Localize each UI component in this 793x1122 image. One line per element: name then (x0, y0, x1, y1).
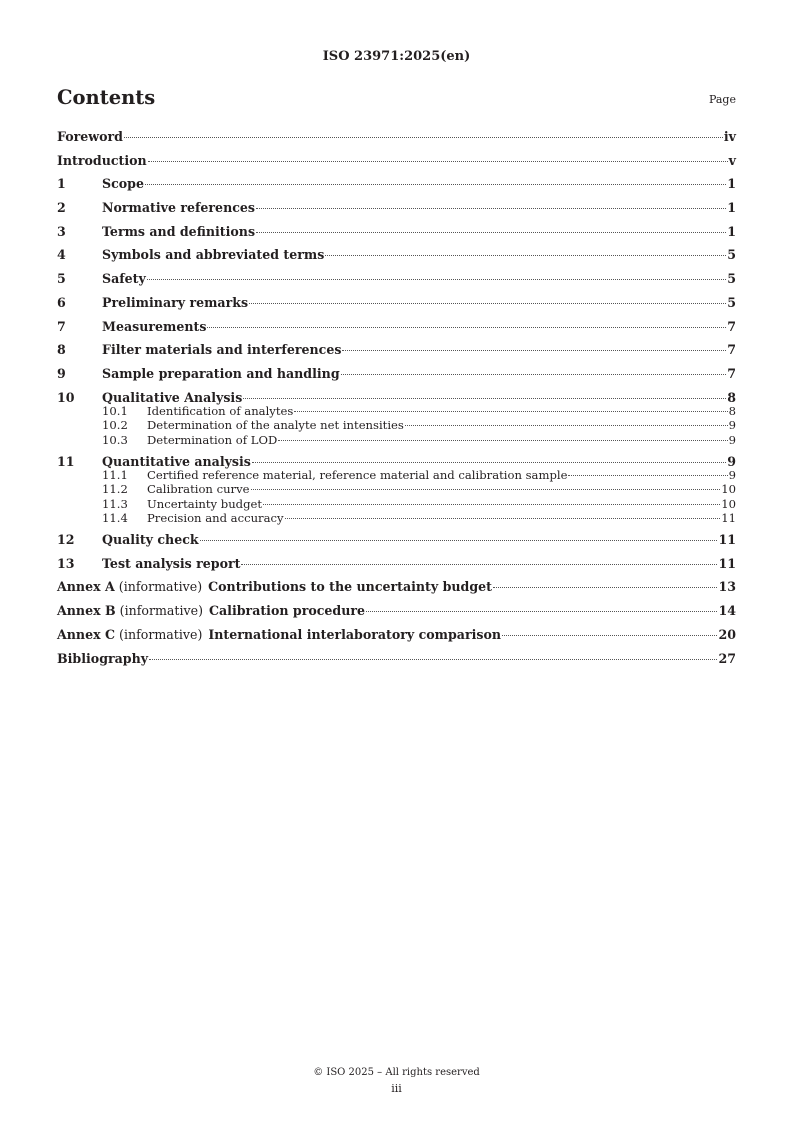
toc-number: 10.1 (102, 403, 128, 418)
toc-title: Quantitative analysis (102, 453, 251, 469)
dot-leader (147, 279, 726, 280)
dot-leader (256, 208, 726, 209)
toc-subentry-lod[interactable] (57, 433, 736, 453)
toc-page: 9 (728, 418, 736, 433)
toc-title: Certified reference material, reference material and calibration sample (147, 467, 568, 482)
dot-leader (263, 504, 720, 505)
toc-title: Determination of LOD (147, 432, 278, 447)
toc-entry-test-report[interactable] (57, 555, 736, 579)
toc-number: 11.4 (102, 511, 128, 526)
toc-number: 11.1 (102, 467, 128, 482)
dot-leader (294, 411, 727, 412)
dot-leader (341, 374, 727, 375)
toc-page: 14 (718, 603, 736, 619)
dot-leader (241, 564, 717, 565)
toc-entry-foreword[interactable] (57, 128, 736, 152)
toc-page: 11 (718, 532, 736, 548)
toc-entry-scope[interactable] (57, 175, 736, 199)
toc-number: 10.3 (102, 432, 128, 447)
dot-leader (145, 184, 726, 185)
toc-page: 8 (728, 403, 736, 418)
toc-entry-quality-check[interactable] (57, 531, 736, 555)
toc-number: 11 (57, 453, 75, 469)
toc-title: Precision and accuracy (147, 511, 284, 526)
toc-title: Safety (102, 271, 146, 287)
toc-page: 9 (728, 467, 736, 482)
toc-page: 5 (727, 247, 736, 263)
toc-entry-bibliography[interactable] (57, 650, 736, 674)
annex-info: (informative) (119, 603, 203, 619)
annex-label: Annex A (57, 579, 115, 595)
toc-title: Bibliography (57, 650, 149, 666)
toc-number: 9 (57, 365, 66, 381)
toc-number: 6 (57, 294, 66, 310)
dot-leader (256, 232, 726, 233)
dot-leader (285, 518, 721, 519)
toc-page: 10 (721, 482, 736, 497)
toc-title: Quality check (102, 532, 199, 548)
page-number: iii (391, 1082, 402, 1095)
toc-page: 1 (727, 176, 736, 192)
toc-page: 5 (727, 271, 736, 287)
toc-entry-sample-preparation[interactable] (57, 365, 736, 389)
toc-title: Identification of analytes (147, 403, 294, 418)
toc-entry-symbols[interactable] (57, 246, 736, 270)
toc-title: International interlaboratory comparison (208, 626, 502, 642)
dot-leader (251, 489, 721, 490)
toc-subentry-calibration-curve[interactable] (57, 482, 736, 497)
toc-page: v (728, 152, 736, 168)
toc-entry-filter-materials[interactable] (57, 341, 736, 365)
dot-leader (502, 635, 717, 636)
toc-title: Scope (102, 176, 144, 192)
table-of-contents (57, 128, 736, 673)
toc-title: Foreword (57, 129, 123, 144)
toc-entry-annex-a[interactable] (57, 578, 736, 602)
toc-number: 3 (57, 223, 66, 239)
toc-entry-introduction[interactable] (57, 152, 736, 176)
toc-page: 7 (727, 342, 736, 358)
toc-title: Qualitative Analysis (102, 389, 243, 405)
annex-info: (informative) (119, 626, 203, 642)
dot-leader (568, 475, 727, 476)
dot-leader (278, 440, 727, 441)
dot-leader (200, 540, 718, 541)
toc-entry-safety[interactable] (57, 270, 736, 294)
toc-subentry-identification[interactable] (57, 404, 736, 419)
toc-title: Introduction (57, 152, 147, 168)
toc-title: Sample preparation and handling (102, 365, 340, 381)
toc-page: 8 (727, 389, 736, 405)
toc-page: iv (723, 129, 736, 144)
toc-page: 1 (727, 200, 736, 216)
dot-leader (124, 137, 723, 138)
toc-title: Calibration curve (147, 482, 250, 497)
annex-info: (informative) (118, 579, 203, 595)
toc-title: Preliminary remarks (102, 294, 249, 310)
toc-entry-qualitative-analysis[interactable] (57, 389, 736, 404)
toc-number: 11.2 (102, 482, 128, 497)
dot-leader (148, 161, 728, 162)
toc-number: 5 (57, 271, 66, 287)
dot-leader (207, 327, 726, 328)
document-id: ISO 23971:2025(en) (322, 49, 471, 64)
toc-title: Measurements (102, 318, 207, 334)
toc-entry-normative-references[interactable] (57, 199, 736, 223)
toc-entry-quantitative-analysis[interactable] (57, 453, 736, 468)
copyright-footer: © ISO 2025 – All rights reserved (313, 1067, 480, 1078)
toc-subentry-uncertainty-budget[interactable] (57, 497, 736, 512)
toc-number: 10 (57, 389, 75, 405)
toc-subentry-reference-material[interactable] (57, 468, 736, 483)
toc-title: Test analysis report (102, 555, 241, 571)
dot-leader (342, 350, 726, 351)
dot-leader (252, 462, 726, 463)
page-column-label: Page (708, 93, 736, 106)
toc-title: Normative references (102, 200, 256, 216)
dot-leader (493, 587, 717, 588)
toc-entry-measurements[interactable] (57, 318, 736, 342)
toc-subentry-precision[interactable] (57, 511, 736, 531)
toc-number: 13 (57, 555, 75, 571)
toc-number: 8 (57, 342, 66, 358)
toc-page: 27 (718, 650, 736, 666)
toc-number: 1 (57, 176, 66, 192)
toc-entry-preliminary-remarks[interactable] (57, 294, 736, 318)
toc-page: 7 (727, 365, 736, 381)
dot-leader (243, 398, 726, 399)
toc-page: 1 (727, 223, 736, 239)
annex-label: Annex C (57, 626, 116, 642)
contents-title: Contents (57, 86, 156, 109)
toc-page: 5 (727, 294, 736, 310)
toc-subentry-net-intensities[interactable] (57, 418, 736, 433)
toc-page: 13 (718, 579, 736, 595)
toc-number: 4 (57, 247, 66, 263)
toc-entry-annex-c[interactable] (57, 626, 736, 650)
toc-title: Symbols and abbreviated terms (102, 247, 325, 263)
toc-number: 7 (57, 318, 66, 334)
toc-page: 9 (727, 453, 736, 469)
toc-title: Determination of the analyte net intensities (147, 418, 404, 433)
toc-number: 12 (57, 532, 75, 548)
toc-entry-annex-b[interactable] (57, 602, 736, 626)
toc-number: 2 (57, 200, 66, 216)
dot-leader (325, 255, 726, 256)
toc-page: 10 (721, 496, 736, 511)
dot-leader (149, 659, 717, 660)
toc-number: 10.2 (102, 418, 128, 433)
annex-label: Annex B (57, 603, 116, 619)
toc-title: Terms and definitions (102, 223, 256, 239)
dot-leader (405, 425, 728, 426)
toc-page: 11 (718, 555, 736, 571)
toc-page: 11 (721, 511, 736, 526)
toc-title: Contributions to the uncertainty budget (208, 579, 492, 595)
toc-page: 7 (727, 318, 736, 334)
toc-page: 9 (728, 432, 736, 447)
toc-title: Uncertainty budget (147, 496, 263, 511)
toc-entry-terms-definitions[interactable] (57, 223, 736, 247)
toc-page: 20 (718, 626, 736, 642)
dot-leader (249, 303, 726, 304)
dot-leader (366, 611, 717, 612)
toc-title: Calibration procedure (209, 603, 366, 619)
toc-number: 11.3 (102, 496, 128, 511)
toc-title: Filter materials and interferences (102, 342, 342, 358)
